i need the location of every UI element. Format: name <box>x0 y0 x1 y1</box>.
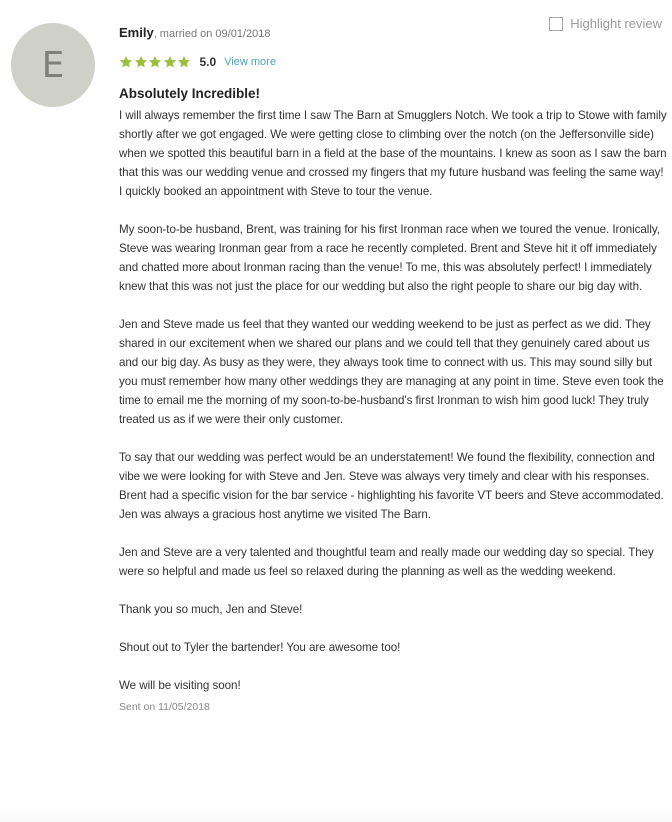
star-icon <box>134 55 148 69</box>
review-body <box>119 106 667 695</box>
star-icon <box>163 55 177 69</box>
rating-score: 5.0 <box>199 55 217 69</box>
sent-date: Sent on 11/05/2018 <box>119 701 210 713</box>
review-paragraph: I will always remember the first time I saw The Barn at Smugglers Notch. We took a trip to Stowe with family shortly after we got engaged. We were getting close to climbing over the notch (on the Jeffersonville side) when we spotted this beautiful barn in a field at the base of the mountains. I knew as soon as I saw the barn that this was our wedding venue and crossed my fingers that my future husband was feeling the same way! I quickly booked an appointment with Steve to tour the venue. <box>119 109 667 198</box>
view-more-link[interactable]: View more <box>224 56 276 68</box>
avatar <box>11 23 95 107</box>
author-name: Emily <box>119 25 154 40</box>
avatar-initial: E <box>41 44 65 86</box>
rating-row <box>119 55 667 69</box>
review-content <box>119 25 667 713</box>
review-paragraph: We will be visiting soon! <box>119 679 241 692</box>
review-paragraph: To say that our wedding was perfect would be an understatement! We found the flexibility, connection and vibe we were looking for with Steve and Jen. Steve was always very timely and clear with his responses. Brent had a specific vision for the bar service - highlighting his favorite VT beers and Steve accommodated. Jen was always a gracious host anytime we visited The Barn. <box>119 451 664 521</box>
bottom-fade <box>0 810 672 822</box>
star-rating <box>119 55 192 69</box>
review-title: Absolutely Incredible! <box>119 86 261 101</box>
review-paragraph: Shout out to Tyler the bartender! You are awesome too! <box>119 641 401 654</box>
review-paragraph: My soon-to-be husband, Brent, was training for his first Ironman race when we toured the venue. Ironically, Steve was wearing Ironman gear from a race he recently completed. Brent and Steve hit it off immediately and chatted more about Ironman racing than the venue! To me, this was absolutely perfect! I immediately knew that this was not just the place for our wedding but also the right people to share our big day with. <box>119 223 660 293</box>
author-line <box>119 25 667 42</box>
review-paragraph: Thank you so much, Jen and Steve! <box>119 603 303 616</box>
star-icon <box>119 55 133 69</box>
review-paragraph: Jen and Steve made us feel that they wanted our wedding weekend to be just as perfect as we did. They shared in our excitement when we shared our plans and we could tell that they genuinely cared about us and our big day. As busy as they were, they always took time to connect with us. This may sound silly but you must remember how many other weddings they are managing at any point in time. Steve even took the time to email me the morning of my soon-to-be-husband's first Ironman to wish him good luck! They truly treated us as if we were their only customer. <box>119 318 664 426</box>
review-paragraph: Jen and Steve are a very talented and thoughtful team and really made our wedding day so special. They were so helpful and made us feel so relaxed during the planning as well as the wedding weekend. <box>119 546 654 578</box>
star-icon <box>148 55 162 69</box>
star-icon <box>177 55 191 69</box>
author-meta: , married on 09/01/2018 <box>153 28 271 40</box>
highlight-review-label[interactable]: Highlight review <box>570 16 662 31</box>
